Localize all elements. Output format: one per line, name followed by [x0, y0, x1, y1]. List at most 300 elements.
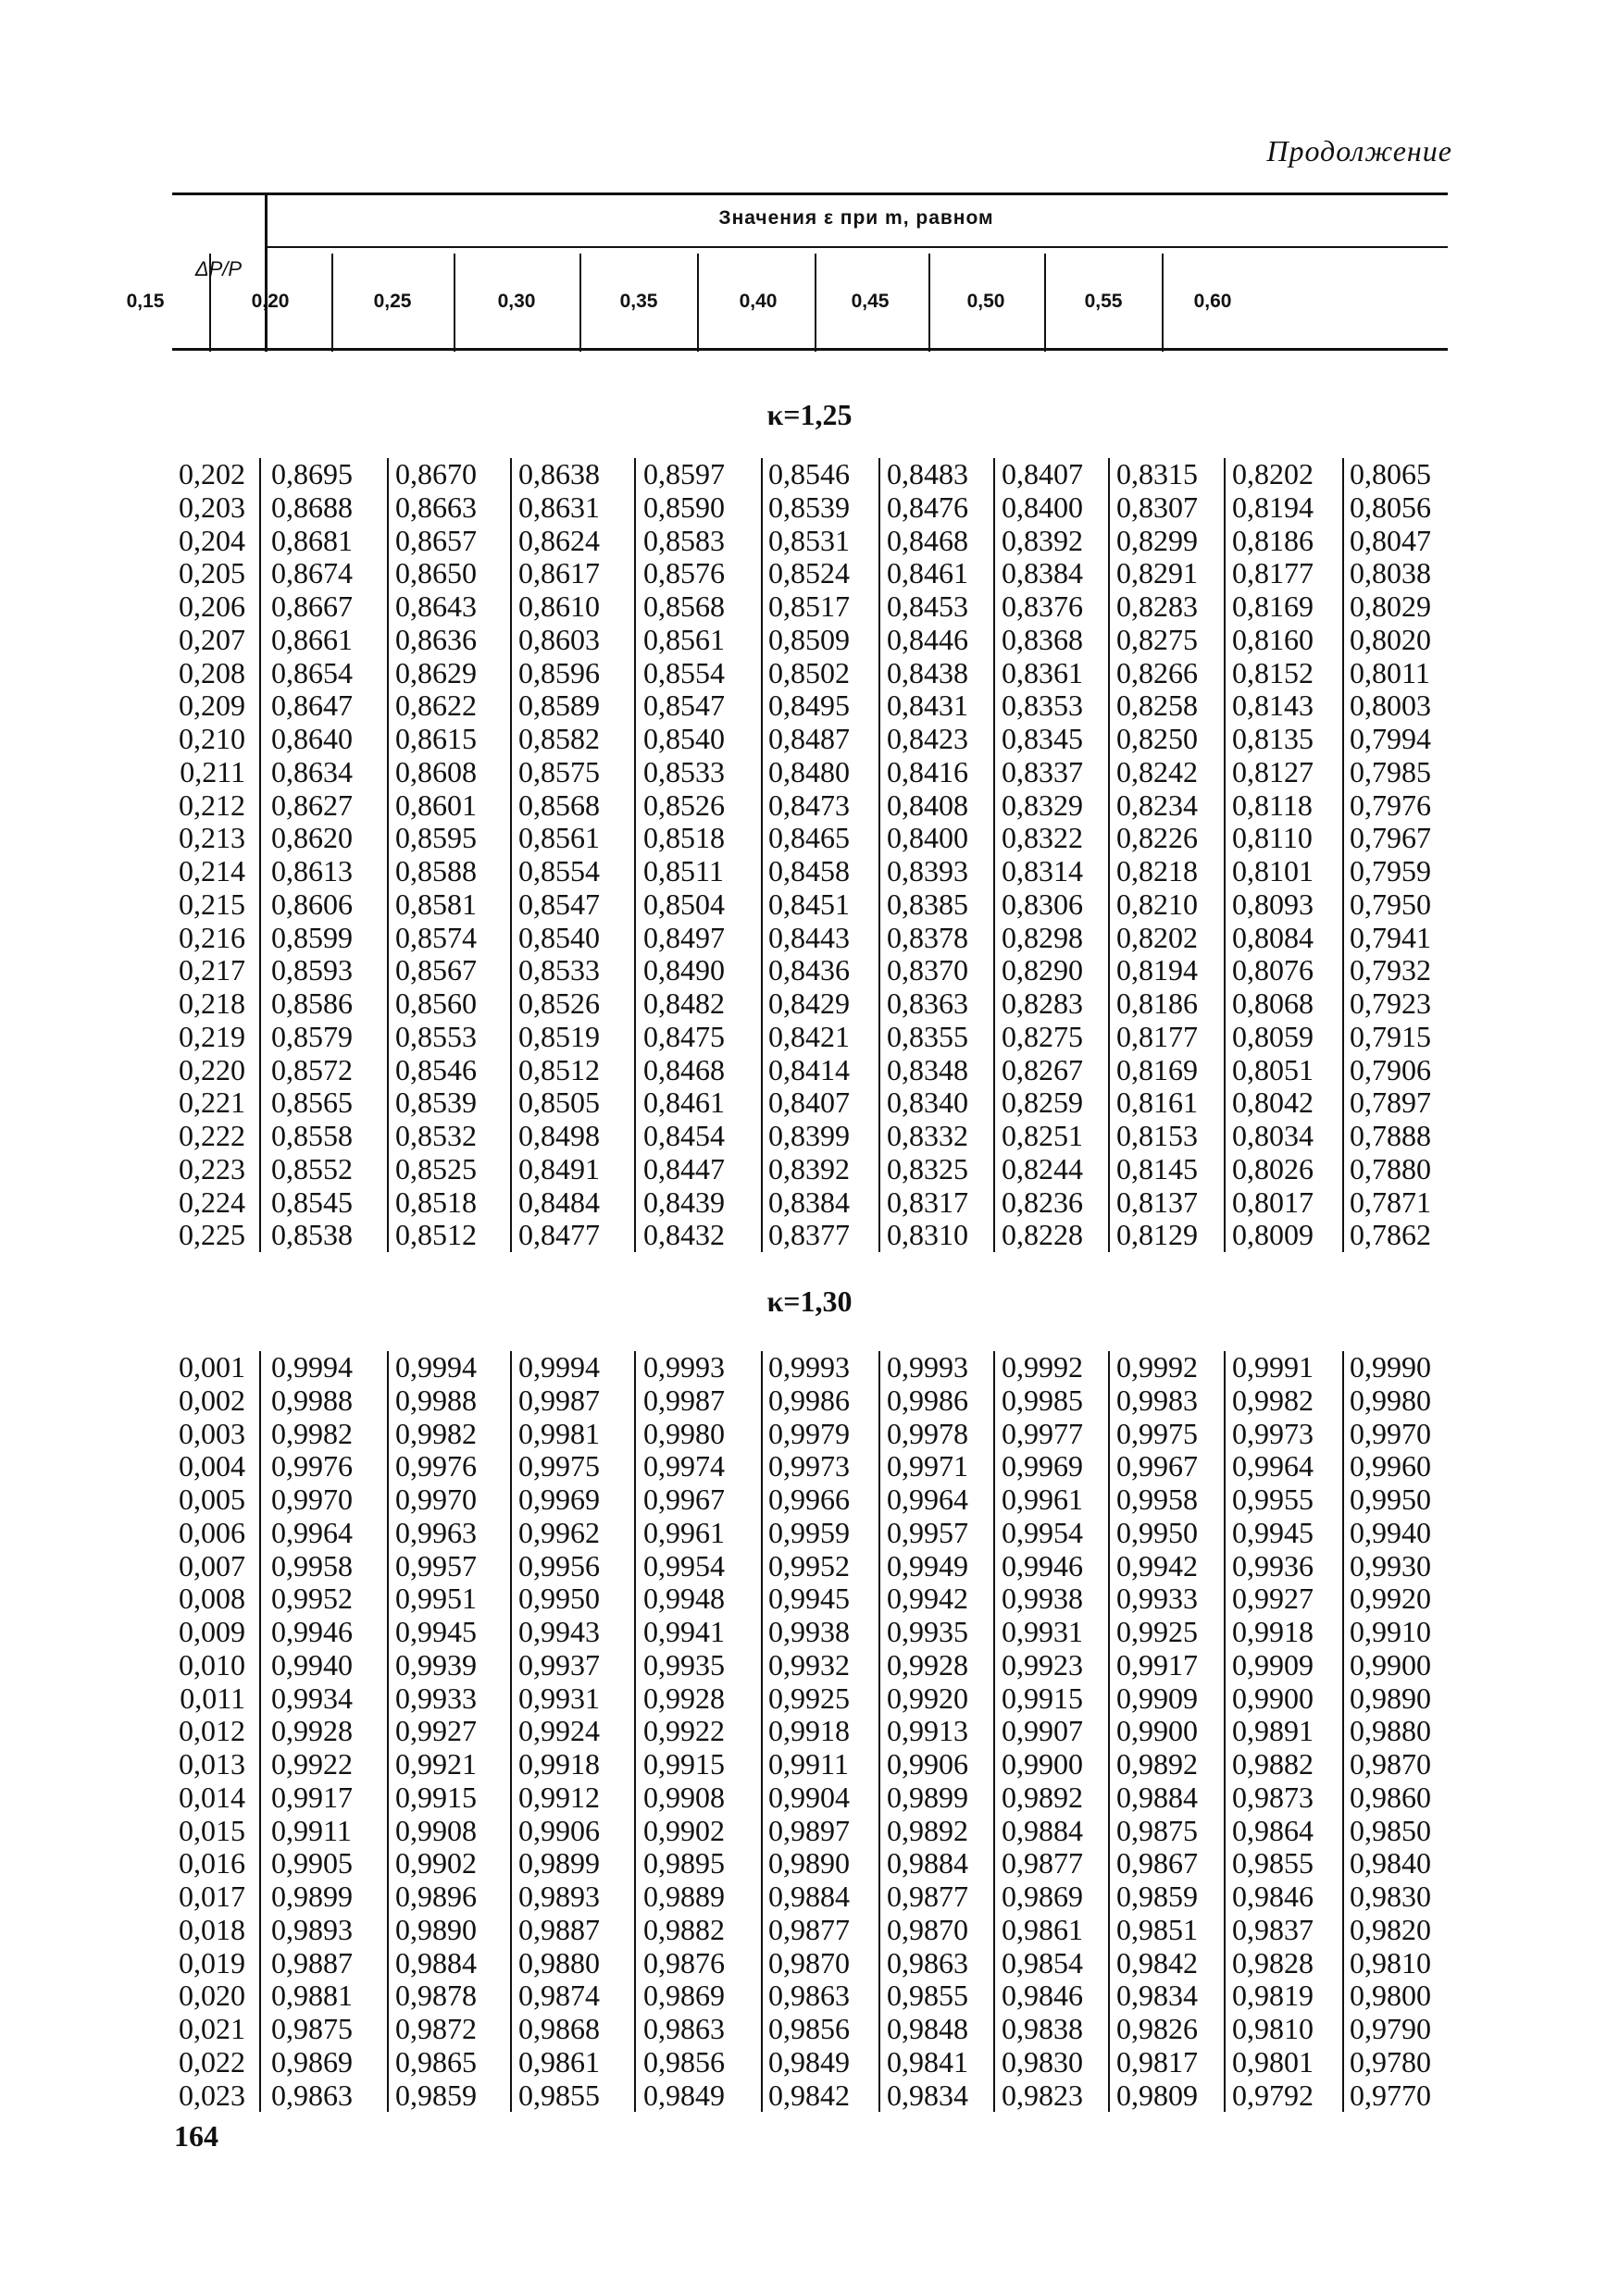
row-label-cell: 0,004	[179, 1449, 245, 1483]
value-cell: 0,8169	[1116, 1052, 1198, 1086]
value-cell: 0,8526	[518, 987, 600, 1020]
value-cell: 0,9945	[395, 1615, 477, 1648]
value-cell: 0,8329	[1002, 788, 1083, 822]
value-cell: 0,9937	[518, 1647, 600, 1682]
value-cell: 0,9954	[643, 1548, 725, 1582]
value-cell: 0,7950	[1350, 887, 1431, 921]
value-cell: 0,9915	[643, 1747, 725, 1781]
value-cell: 0,9902	[643, 1813, 725, 1847]
value-cell: 0,9873	[1232, 1780, 1314, 1814]
table-row	[162, 2013, 1458, 2046]
value-cell: 0,8695	[271, 457, 353, 490]
value-cell: 0,8586	[271, 987, 353, 1020]
value-cell: 0,9933	[1116, 1582, 1198, 1616]
value-cell: 0,9828	[1232, 1945, 1314, 1980]
value-cell: 0,9961	[643, 1515, 725, 1549]
value-cell: 0,8299	[1116, 523, 1198, 557]
value-cell: 0,8152	[1232, 655, 1314, 689]
value-cell: 0,9892	[887, 1813, 968, 1847]
value-cell: 0,9870	[887, 1912, 968, 1946]
row-label-cell: 0,015	[179, 1813, 245, 1847]
value-cell: 0,8447	[643, 1151, 725, 1185]
table-row	[162, 1153, 1458, 1186]
value-cell: 0,8194	[1116, 953, 1198, 987]
value-cell: 0,9982	[271, 1416, 353, 1450]
value-cell: 0,9921	[395, 1747, 477, 1781]
value-cell: 0,8622	[395, 689, 477, 723]
value-cell: 0,8579	[271, 1019, 353, 1053]
value-cell: 0,8370	[887, 953, 968, 987]
value-cell: 0,9934	[271, 1681, 353, 1715]
value-cell: 0,9915	[1002, 1681, 1083, 1715]
value-cell: 0,9967	[1116, 1449, 1198, 1483]
value-cell: 0,9840	[1350, 1846, 1431, 1880]
column-separator	[387, 1351, 389, 2112]
header-column-separator	[579, 254, 581, 352]
value-cell: 0,8547	[518, 887, 600, 921]
value-cell: 0,9770	[1350, 2078, 1431, 2112]
value-cell: 0,8525	[395, 1151, 477, 1185]
value-cell: 0,8561	[518, 821, 600, 855]
value-cell: 0,9896	[395, 1880, 477, 1913]
value-cell: 0,9957	[395, 1548, 477, 1582]
value-cell: 0,9881	[271, 1979, 353, 2013]
value-cell: 0,8480	[768, 754, 850, 788]
value-cell: 0,7976	[1350, 788, 1431, 822]
value-cell: 0,9899	[518, 1846, 600, 1880]
value-cell: 0,9863	[768, 1979, 850, 2013]
value-cell: 0,8502	[768, 655, 850, 689]
value-cell: 0,8468	[643, 1052, 725, 1086]
value-cell: 0,9819	[1232, 1979, 1314, 2013]
value-cell: 0,9964	[887, 1483, 968, 1516]
value-cell: 0,9962	[518, 1515, 600, 1549]
value-cell: 0,9790	[1350, 2012, 1431, 2045]
value-cell: 0,9952	[271, 1582, 353, 1616]
value-cell: 0,9966	[768, 1483, 850, 1516]
value-cell: 0,8546	[395, 1052, 477, 1086]
value-cell: 0,8345	[1002, 722, 1083, 755]
value-cell: 0,8129	[1116, 1218, 1198, 1252]
value-cell: 0,9973	[768, 1449, 850, 1483]
value-cell: 0,8011	[1350, 655, 1430, 689]
value-cell: 0,8068	[1232, 987, 1314, 1020]
value-cell: 0,8047	[1350, 523, 1431, 557]
value-cell: 0,8283	[1116, 590, 1198, 623]
value-cell: 0,9878	[395, 1979, 477, 2013]
value-cell: 0,9985	[1002, 1383, 1083, 1417]
header-middle-rule	[265, 246, 1448, 248]
value-cell: 0,8606	[271, 887, 353, 921]
row-label-cell: 0,216	[179, 920, 245, 954]
value-cell: 0,9859	[1116, 1880, 1198, 1913]
value-cell: 0,8620	[271, 821, 353, 855]
value-cell: 0,8376	[1002, 590, 1083, 623]
value-cell: 0,8518	[643, 821, 725, 855]
value-cell: 0,8059	[1232, 1019, 1314, 1053]
value-cell: 0,9935	[887, 1615, 968, 1648]
row-label-cell: 0,019	[179, 1945, 245, 1980]
value-cell: 0,8443	[768, 920, 850, 954]
value-cell: 0,9928	[271, 1714, 353, 1748]
value-cell: 0,8565	[271, 1086, 353, 1120]
header-column-separator	[331, 254, 333, 352]
header-column-separator	[454, 254, 455, 352]
value-cell: 0,8186	[1116, 987, 1198, 1020]
value-cell: 0,9810	[1232, 2012, 1314, 2045]
value-cell: 0,8118	[1232, 788, 1313, 822]
value-cell: 0,9870	[1350, 1747, 1431, 1781]
value-cell: 0,8582	[518, 722, 600, 755]
value-cell: 0,7985	[1350, 754, 1431, 788]
value-cell: 0,8451	[768, 887, 850, 921]
value-cell: 0,9842	[1116, 1945, 1198, 1980]
value-cell: 0,9880	[1350, 1714, 1431, 1748]
value-cell: 0,9942	[1116, 1548, 1198, 1582]
m-value-header: 0,60	[1193, 291, 1232, 312]
value-cell: 0,9969	[1002, 1449, 1083, 1483]
value-cell: 0,8408	[887, 788, 968, 822]
value-cell: 0,8414	[768, 1052, 850, 1086]
value-cell: 0,9892	[1002, 1780, 1083, 1814]
value-cell: 0,8084	[1232, 920, 1314, 954]
value-cell: 0,9906	[518, 1813, 600, 1847]
value-cell: 0,9820	[1350, 1912, 1431, 1946]
value-cell: 0,9909	[1116, 1681, 1198, 1715]
row-label-cell: 0,224	[179, 1185, 245, 1219]
value-cell: 0,9830	[1350, 1880, 1431, 1913]
value-cell: 0,8368	[1002, 622, 1083, 656]
value-cell: 0,8688	[271, 490, 353, 524]
value-cell: 0,7941	[1350, 920, 1431, 954]
value-cell: 0,9973	[1232, 1416, 1314, 1450]
value-cell: 0,9899	[271, 1880, 353, 1913]
value-cell: 0,8034	[1232, 1119, 1314, 1152]
value-cell: 0,8160	[1232, 622, 1314, 656]
value-cell: 0,9906	[887, 1747, 968, 1781]
row-label-cell: 0,215	[179, 887, 245, 921]
row-label-cell: 0,003	[179, 1416, 245, 1450]
value-cell: 0,9970	[1350, 1416, 1431, 1450]
value-cell: 0,8436	[768, 953, 850, 987]
row-label-cell: 0,205	[179, 556, 245, 590]
value-cell: 0,9877	[768, 1912, 850, 1946]
table-row	[162, 491, 1458, 525]
value-cell: 0,9946	[271, 1615, 353, 1648]
value-cell: 0,9838	[1002, 2012, 1083, 2045]
value-cell: 0,9988	[395, 1383, 477, 1417]
value-cell: 0,9915	[395, 1780, 477, 1814]
value-cell: 0,9837	[1232, 1912, 1314, 1946]
value-cell: 0,8595	[395, 821, 477, 855]
m-value-header: 0,40	[739, 291, 778, 312]
row-label-cell: 0,223	[179, 1151, 245, 1185]
value-cell: 0,8325	[887, 1151, 968, 1185]
value-cell: 0,9940	[271, 1647, 353, 1682]
value-cell: 0,9920	[1350, 1582, 1431, 1616]
value-cell: 0,8519	[518, 1019, 600, 1053]
value-cell: 0,9869	[643, 1979, 725, 2013]
value-cell: 0,8407	[768, 1086, 850, 1120]
value-cell: 0,9923	[1002, 1647, 1083, 1682]
value-cell: 0,9970	[271, 1483, 353, 1516]
value-cell: 0,8601	[395, 788, 477, 822]
value-cell: 0,8610	[518, 590, 600, 623]
value-cell: 0,9909	[1232, 1647, 1314, 1682]
value-cell: 0,8554	[643, 655, 725, 689]
row-label-cell: 0,013	[179, 1747, 245, 1781]
value-cell: 0,9830	[1002, 2044, 1083, 2079]
table-row	[162, 1418, 1458, 1451]
value-cell: 0,8177	[1232, 556, 1314, 590]
value-cell: 0,8509	[768, 622, 850, 656]
value-cell: 0,9874	[518, 1979, 600, 2013]
value-cell: 0,8017	[1232, 1185, 1314, 1219]
value-cell: 0,8258	[1116, 689, 1198, 723]
column-separator	[634, 458, 636, 1252]
value-cell: 0,9925	[768, 1681, 850, 1715]
value-cell: 0,8355	[887, 1019, 968, 1053]
value-cell: 0,9928	[643, 1681, 725, 1715]
value-cell: 0,8202	[1232, 457, 1314, 490]
value-cell: 0,8101	[1232, 854, 1314, 887]
header-column-separator	[697, 254, 699, 352]
value-cell: 0,8169	[1232, 590, 1314, 623]
value-cell: 0,9918	[768, 1714, 850, 1748]
value-cell: 0,9994	[518, 1350, 600, 1384]
table-row	[162, 590, 1458, 624]
column-separator	[634, 1351, 636, 2112]
value-cell: 0,9931	[1002, 1615, 1083, 1648]
value-cell: 0,9927	[1232, 1582, 1314, 1616]
value-cell: 0,9982	[395, 1416, 477, 1450]
value-cell: 0,8547	[643, 689, 725, 723]
row-label-cell: 0,225	[179, 1218, 245, 1252]
value-cell: 0,8581	[395, 887, 477, 921]
value-cell: 0,8353	[1002, 689, 1083, 723]
value-cell: 0,9982	[1232, 1383, 1314, 1417]
section-title-1: κ=1,25	[766, 398, 853, 431]
value-cell: 0,9887	[271, 1945, 353, 1980]
value-cell: 0,9904	[768, 1780, 850, 1814]
value-cell: 0,9992	[1116, 1350, 1198, 1384]
value-cell: 0,9880	[518, 1945, 600, 1980]
value-cell: 0,8568	[643, 590, 725, 623]
value-cell: 0,9950	[518, 1582, 600, 1616]
value-cell: 0,9977	[1002, 1416, 1083, 1450]
table-row	[162, 1120, 1458, 1153]
value-cell: 0,9969	[518, 1483, 600, 1516]
column-separator	[1224, 1351, 1226, 2112]
value-cell: 0,7906	[1350, 1052, 1431, 1086]
value-cell: 0,9841	[887, 2044, 968, 2079]
m-value-header: 0,50	[966, 291, 1005, 312]
value-cell: 0,9960	[1350, 1449, 1431, 1483]
header-column-separator	[1044, 254, 1046, 352]
value-cell: 0,8127	[1232, 754, 1314, 788]
table-row	[162, 525, 1458, 558]
value-cell: 0,8483	[887, 457, 968, 490]
row-label-cell: 0,002	[179, 1383, 245, 1417]
value-cell: 0,8615	[395, 722, 477, 755]
value-cell: 0,9842	[768, 2078, 850, 2112]
value-cell: 0,8629	[395, 655, 477, 689]
value-cell: 0,8322	[1002, 821, 1083, 855]
table-row	[162, 1682, 1458, 1716]
m-value-header: 0,25	[373, 291, 412, 312]
header-column-separator	[1162, 254, 1164, 352]
value-cell: 0,9863	[887, 1945, 968, 1980]
value-cell: 0,9987	[518, 1383, 600, 1417]
value-cell: 0,8663	[395, 490, 477, 524]
table-header	[126, 192, 1448, 352]
value-cell: 0,9851	[1116, 1912, 1198, 1946]
value-cell: 0,9931	[518, 1681, 600, 1715]
table-row	[162, 1781, 1458, 1815]
value-cell: 0,8498	[518, 1119, 600, 1152]
row-label-cell: 0,011	[180, 1681, 245, 1715]
value-cell: 0,8275	[1116, 622, 1198, 656]
column-separator	[761, 458, 763, 1252]
value-cell: 0,8561	[643, 622, 725, 656]
table-row	[162, 922, 1458, 955]
value-cell: 0,8468	[887, 523, 968, 557]
value-cell: 0,9907	[1002, 1714, 1083, 1748]
value-cell: 0,8539	[395, 1086, 477, 1120]
value-cell: 0,9867	[1116, 1846, 1198, 1880]
column-separator	[1342, 458, 1344, 1252]
value-cell: 0,8624	[518, 523, 600, 557]
table-row	[162, 1947, 1458, 1980]
value-cell: 0,8643	[395, 590, 477, 623]
value-cell: 0,8228	[1002, 1218, 1083, 1252]
value-cell: 0,8526	[643, 788, 725, 822]
value-cell: 0,8056	[1350, 490, 1431, 524]
value-cell: 0,8576	[643, 556, 725, 590]
row-label-cell: 0,219	[179, 1019, 245, 1053]
value-cell: 0,9978	[887, 1416, 968, 1450]
value-cell: 0,8588	[395, 854, 477, 887]
row-label-cell: 0,214	[179, 854, 245, 887]
value-cell: 0,9884	[768, 1880, 850, 1913]
value-cell: 0,8532	[395, 1119, 477, 1152]
value-cell: 0,9854	[1002, 1945, 1083, 1980]
value-cell: 0,8475	[643, 1019, 725, 1053]
value-cell: 0,9936	[1232, 1548, 1314, 1582]
value-cell: 0,9951	[395, 1582, 477, 1616]
value-cell: 0,9927	[395, 1714, 477, 1748]
value-cell: 0,9950	[1116, 1515, 1198, 1549]
table-row	[162, 689, 1458, 723]
value-cell: 0,9869	[271, 2044, 353, 2079]
header-column-separator	[928, 254, 930, 352]
value-cell: 0,9850	[1350, 1813, 1431, 1847]
value-cell: 0,9865	[395, 2044, 477, 2079]
value-cell: 0,8681	[271, 523, 353, 557]
value-cell: 0,9849	[768, 2044, 850, 2079]
value-cell: 0,9895	[643, 1846, 725, 1880]
row-label-cell: 0,220	[179, 1052, 245, 1086]
value-cell: 0,8438	[887, 655, 968, 689]
value-cell: 0,9918	[1232, 1615, 1314, 1648]
value-cell: 0,8454	[643, 1119, 725, 1152]
value-cell: 0,9945	[768, 1582, 850, 1616]
value-cell: 0,9810	[1350, 1945, 1431, 1980]
value-cell: 0,8603	[518, 622, 600, 656]
value-cell: 0,9890	[395, 1912, 477, 1946]
value-cell: 0,8210	[1116, 887, 1198, 921]
value-cell: 0,9860	[1350, 1780, 1431, 1814]
row-label-cell: 0,218	[179, 987, 245, 1020]
value-cell: 0,8076	[1232, 953, 1314, 987]
table-row	[162, 1219, 1458, 1252]
value-cell: 0,8143	[1232, 689, 1314, 723]
value-cell: 0,9817	[1116, 2044, 1198, 2079]
value-cell: 0,9911	[768, 1747, 849, 1781]
value-cell: 0,9959	[768, 1515, 850, 1549]
m-value-header: 0,30	[497, 291, 536, 312]
value-cell: 0,8340	[887, 1086, 968, 1120]
value-cell: 0,9834	[887, 2078, 968, 2112]
value-cell: 0,9846	[1232, 1880, 1314, 1913]
table-row	[162, 1517, 1458, 1550]
row-label-cell: 0,005	[179, 1483, 245, 1516]
value-cell: 0,8009	[1232, 1218, 1314, 1252]
value-cell: 0,8539	[768, 490, 850, 524]
table-row	[162, 1649, 1458, 1682]
value-cell: 0,9990	[1350, 1350, 1431, 1384]
value-cell: 0,8540	[518, 920, 600, 954]
table-row	[162, 1021, 1458, 1054]
value-cell: 0,9855	[1232, 1846, 1314, 1880]
value-cell: 0,7897	[1350, 1086, 1431, 1120]
value-cell: 0,8392	[1002, 523, 1083, 557]
value-cell: 0,8495	[768, 689, 850, 723]
value-cell: 0,8491	[518, 1151, 600, 1185]
value-cell: 0,8654	[271, 655, 353, 689]
header-column-separator	[209, 254, 211, 352]
value-cell: 0,9967	[643, 1483, 725, 1516]
value-cell: 0,7959	[1350, 854, 1431, 887]
data-table-section-1	[162, 458, 1458, 1252]
value-cell: 0,9922	[271, 1747, 353, 1781]
continuation-label: Продолжение	[1266, 134, 1452, 168]
value-cell: 0,8003	[1350, 689, 1431, 723]
value-cell: 0,8423	[887, 722, 968, 755]
column-separator	[993, 458, 995, 1252]
value-cell: 0,9882	[643, 1912, 725, 1946]
value-cell: 0,8590	[643, 490, 725, 524]
value-cell: 0,8477	[518, 1218, 600, 1252]
value-cell: 0,7888	[1350, 1119, 1431, 1152]
value-cell: 0,8461	[887, 556, 968, 590]
row-label-header: ΔP/P	[194, 257, 243, 280]
value-cell: 0,9800	[1350, 1979, 1431, 2013]
m-value-header: 0,15	[126, 291, 165, 312]
value-cell: 0,8446	[887, 622, 968, 656]
column-separator	[387, 458, 389, 1252]
value-cell: 0,9983	[1116, 1383, 1198, 1417]
table-row	[162, 1914, 1458, 1947]
value-cell: 0,9917	[1116, 1647, 1198, 1682]
table-row	[162, 1582, 1458, 1616]
table-row	[162, 1351, 1458, 1384]
table-row	[162, 888, 1458, 922]
value-cell: 0,8461	[643, 1086, 725, 1120]
row-label-cell: 0,020	[179, 1979, 245, 2013]
group-title: Значения ε при m, равном	[718, 207, 994, 229]
table-row	[162, 756, 1458, 789]
